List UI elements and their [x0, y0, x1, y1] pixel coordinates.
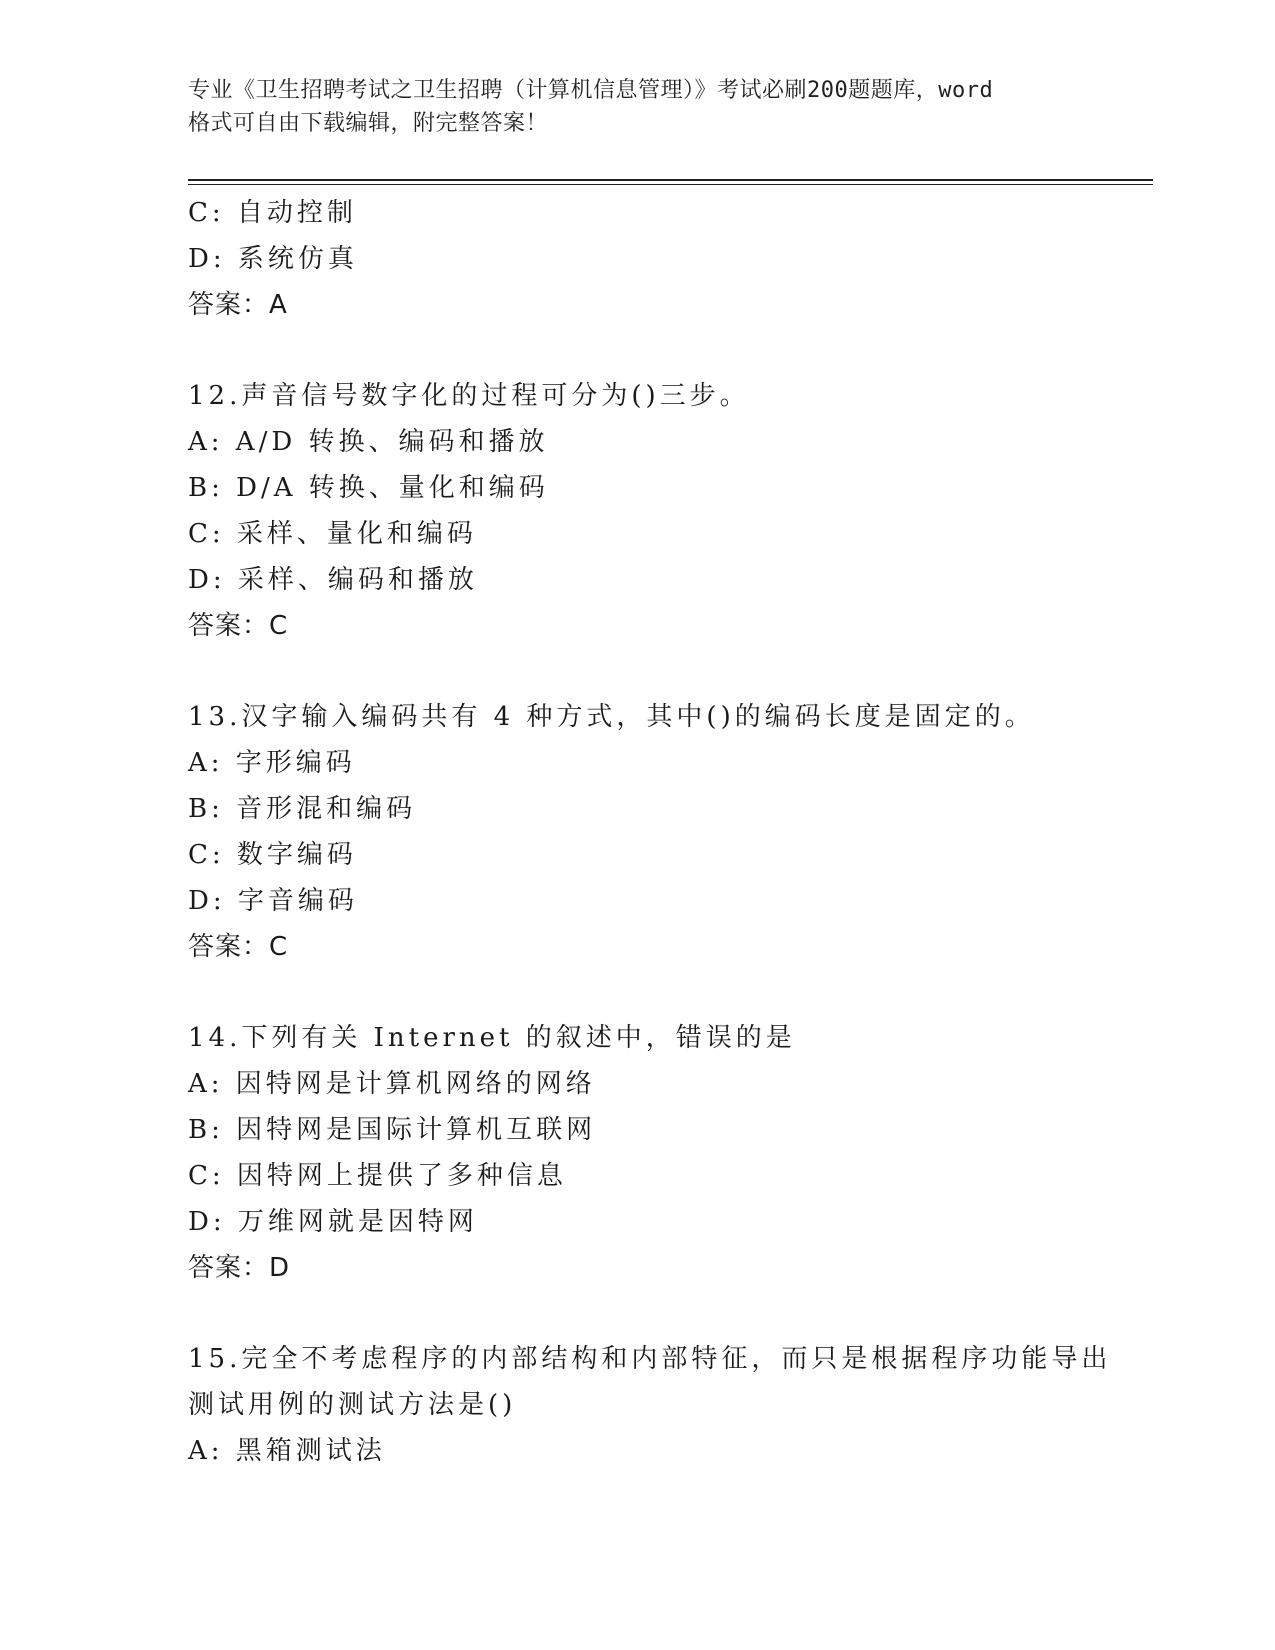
option-d: D: 系统仿真 — [188, 244, 358, 274]
spacer — [188, 328, 1108, 373]
page-header — [188, 74, 1088, 140]
option-c: C: 采样、量化和编码 — [188, 519, 477, 549]
question-stem-line-2: 测试用例的测试方法是() — [188, 1390, 517, 1420]
question-14 — [188, 1015, 1108, 1291]
question-stem: 14.下列有关 Internet 的叙述中，错误的是 — [188, 1023, 796, 1053]
option-d: D: 采样、编码和播放 — [188, 565, 478, 595]
option-c: C: 自动控制 — [188, 198, 357, 228]
option-b: B: 因特网是国际计算机互联网 — [188, 1115, 597, 1145]
option-a: A: 字形编码 — [188, 748, 356, 778]
question-11-tail — [188, 190, 1108, 328]
option-d: D: 万维网就是因特网 — [188, 1207, 478, 1237]
answer-line: 答案：C — [188, 932, 289, 962]
option-a: A: 黑箱测试法 — [188, 1436, 386, 1466]
option-b: B: 音形混和编码 — [188, 794, 417, 824]
option-d: D: 字音编码 — [188, 886, 358, 916]
header-title-line-1: 专业《卫生招聘考试之卫生招聘（计算机信息管理）》考试必刷200题题库，word — [188, 78, 994, 103]
answer-line: 答案：A — [188, 290, 288, 320]
header-divider-thin — [188, 184, 1153, 185]
question-stem: 13.汉字输入编码共有 4 种方式，其中()的编码长度是固定的。 — [188, 702, 1035, 732]
question-15 — [188, 1336, 1112, 1474]
answer-line: 答案：C — [188, 611, 289, 641]
question-13 — [188, 694, 1108, 970]
header-title-line-2: 格式可自由下载编辑，附完整答案！ — [188, 111, 549, 136]
answer-line: 答案：D — [188, 1253, 291, 1283]
option-c: C: 因特网上提供了多种信息 — [188, 1161, 567, 1191]
spacer — [188, 970, 1108, 1015]
question-list — [188, 190, 1112, 1474]
option-b: B: D/A 转换、量化和编码 — [188, 473, 549, 503]
question-12 — [188, 373, 1108, 649]
option-c: C: 数字编码 — [188, 840, 357, 870]
header-divider-thick — [188, 179, 1153, 181]
spacer — [188, 1291, 1108, 1336]
question-stem: 12.声音信号数字化的过程可分为()三步。 — [188, 381, 750, 411]
spacer — [188, 649, 1108, 694]
question-stem-line-1: 15.完全不考虑程序的内部结构和内部特征，而只是根据程序功能导出 — [188, 1344, 1112, 1374]
option-a: A: A/D 转换、编码和播放 — [188, 427, 549, 457]
option-a: A: 因特网是计算机网络的网络 — [188, 1069, 596, 1099]
